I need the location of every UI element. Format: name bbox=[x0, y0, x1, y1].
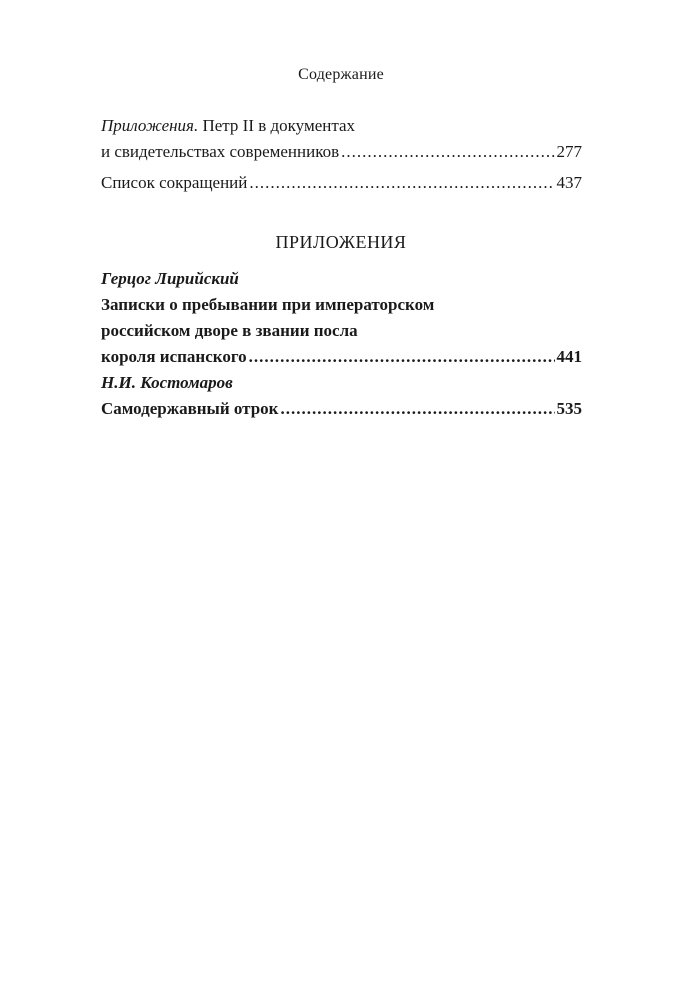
page-number: 535 bbox=[556, 399, 582, 418]
appendix-entry bbox=[101, 370, 582, 422]
entry-title-line bbox=[101, 344, 582, 370]
toc-entry-title: Список сокращений bbox=[101, 173, 248, 192]
page-number: 277 bbox=[556, 142, 582, 161]
toc-entry-line bbox=[101, 113, 582, 139]
running-header: Содержание bbox=[298, 66, 384, 83]
toc-entry-title bbox=[101, 113, 355, 139]
dot-leader bbox=[341, 139, 554, 165]
dot-leader bbox=[280, 396, 554, 422]
toc-entry-line bbox=[101, 139, 582, 165]
toc-entry-abbreviations bbox=[101, 170, 582, 196]
entry-title: Записки о пребывании при императорском bbox=[101, 295, 435, 314]
toc-entry-title-italic: Приложения. bbox=[101, 116, 199, 135]
entry-title: российском дворе в звании посла bbox=[101, 321, 358, 340]
appendix-entry bbox=[101, 266, 582, 370]
page-number: 441 bbox=[556, 347, 582, 366]
section-title: ПРИЛОЖЕНИЯ bbox=[275, 232, 407, 252]
page-number: 437 bbox=[556, 173, 582, 192]
entry-title: Самодержавный отрок bbox=[101, 399, 279, 418]
toc-entry-title-cont: и свидетельствах современников bbox=[101, 142, 340, 161]
entry-title-line bbox=[101, 318, 582, 344]
toc-entry-title-rest: Петр II в документах bbox=[198, 116, 356, 135]
toc-entry-line bbox=[101, 170, 582, 196]
entry-title-line bbox=[101, 292, 582, 318]
entry-title-line bbox=[101, 396, 582, 422]
entry-author: Н.И. Костомаров bbox=[101, 373, 233, 392]
dot-leader bbox=[249, 344, 555, 370]
dot-leader bbox=[249, 170, 554, 196]
entry-author: Герцог Лирийский bbox=[101, 269, 239, 288]
entry-title: короля испанского bbox=[101, 347, 247, 366]
toc-entry-appendices bbox=[101, 113, 582, 165]
